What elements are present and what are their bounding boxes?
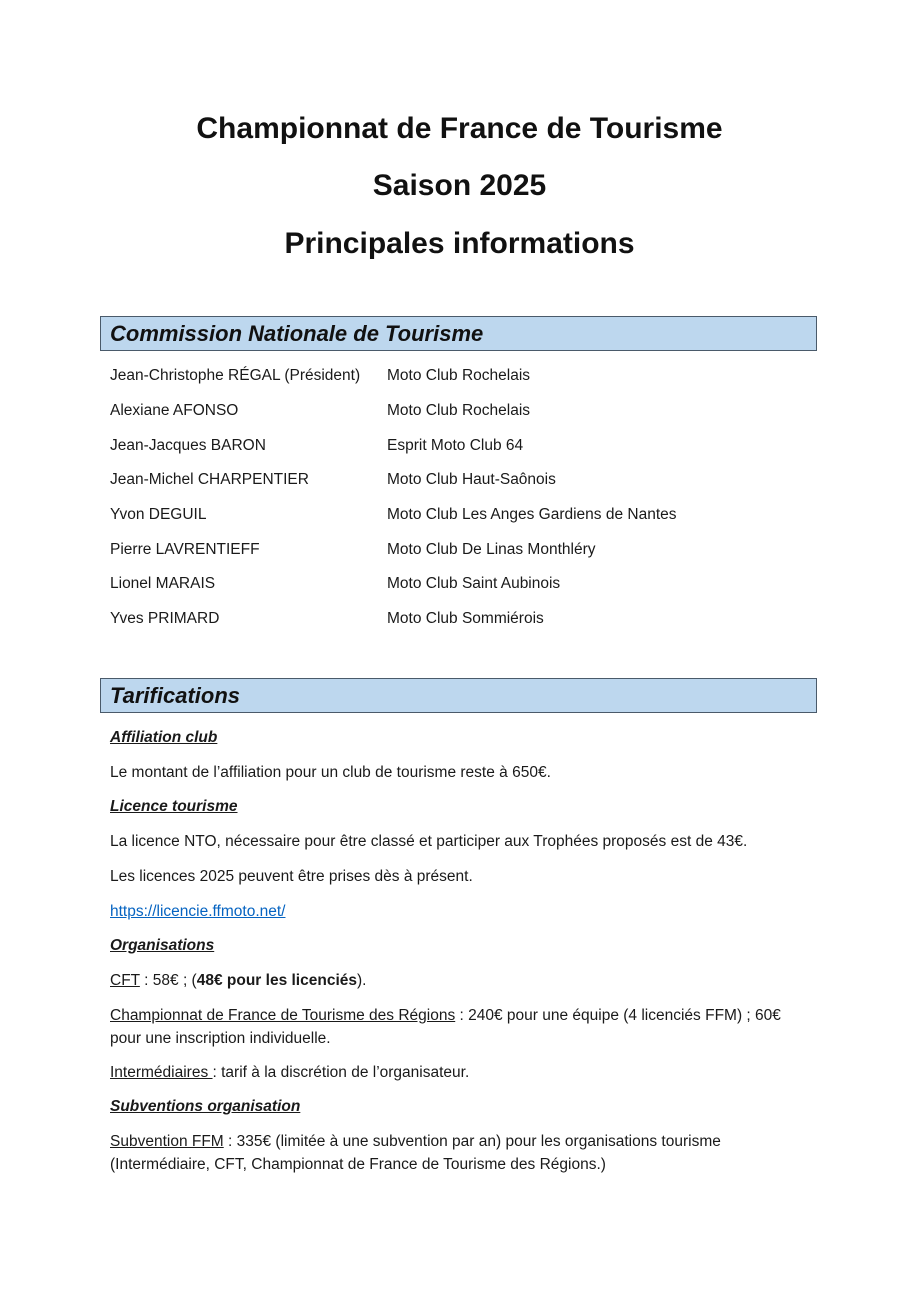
member-name: Jean-Michel CHARPENTIER [110, 471, 309, 488]
member-name: Yves PRIMARD [110, 610, 220, 627]
inter-paragraph [110, 1061, 815, 1084]
member-name: Alexiane AFONSO [110, 402, 239, 419]
subheading-organisations: Organisations [110, 937, 215, 954]
member-club: Moto Club Haut-Saônois [387, 471, 556, 488]
subvention-text: : 335€ (limitée à une subvention par an) pour les organisations tourisme (Intermédiaire, CFT, Championnat de France de Tourisme des Régions.) [110, 1133, 721, 1173]
subheading-affiliation: Affiliation club [110, 729, 218, 746]
subheading-subventions: Subventions organisation [110, 1098, 301, 1115]
title-line-1: Championnat de France de Tourisme [196, 112, 723, 145]
licence-text-2: Les licences 2025 peuvent être prises dès à présent. [110, 868, 473, 885]
affiliation-text: Le montant de l’affiliation pour un club de tourisme reste à 650€. [110, 764, 551, 781]
cftr-paragraph [110, 1004, 815, 1050]
section-heading-commission: Commission Nationale de Tourisme [100, 316, 817, 351]
member-name: Jean-Jacques BARON [110, 437, 266, 454]
cft-label: CFT [110, 972, 140, 989]
subvention-paragraph [110, 1130, 815, 1176]
licence-link-line [110, 900, 815, 923]
subvention-label: Subvention FFM [110, 1133, 224, 1150]
licence-link[interactable]: https://licencie.ffmoto.net/ [110, 903, 286, 920]
member-name: Jean-Christophe RÉGAL (Président) [110, 367, 361, 384]
member-club: Moto Club Les Anges Gardiens de Nantes [387, 506, 677, 523]
member-club: Moto Club De Linas Monthléry [387, 541, 596, 558]
licence-text-1: La licence NTO, nécessaire pour être classé et participer aux Trophées proposés est de 43€. [110, 833, 748, 850]
inter-text: : tarif à la discrétion de l’organisateur. [212, 1064, 470, 1081]
cft-bold: 48€ pour les licenciés [196, 972, 357, 989]
title-line-3: Principales informations [284, 227, 635, 260]
cftr-text: : 240€ pour une équipe (4 licenciés FFM) ; 60€ pour une inscription individuelle. [110, 1007, 781, 1047]
member-club: Moto Club Rochelais [387, 367, 531, 384]
title-line-2: Saison 2025 [372, 169, 547, 202]
member-name: Lionel MARAIS [110, 575, 216, 592]
inter-label: Intermédiaires [110, 1064, 213, 1081]
member-club: Esprit Moto Club 64 [387, 437, 524, 454]
cftr-label: Championnat de France de Tourisme des Régions [110, 1007, 456, 1024]
subheading-licence: Licence tourisme [110, 798, 238, 815]
cft-text: : 58€ ; ( [139, 972, 197, 989]
section-heading-tarifications: Tarifications [100, 678, 817, 713]
cft-paragraph [110, 969, 815, 992]
member-club: Moto Club Sommiérois [387, 610, 544, 627]
cft-end: ). [357, 972, 367, 989]
member-name: Yvon DEGUIL [110, 506, 207, 523]
member-name: Pierre LAVRENTIEFF [110, 541, 260, 558]
member-club: Moto Club Rochelais [387, 402, 531, 419]
member-club: Moto Club Saint Aubinois [387, 575, 561, 592]
